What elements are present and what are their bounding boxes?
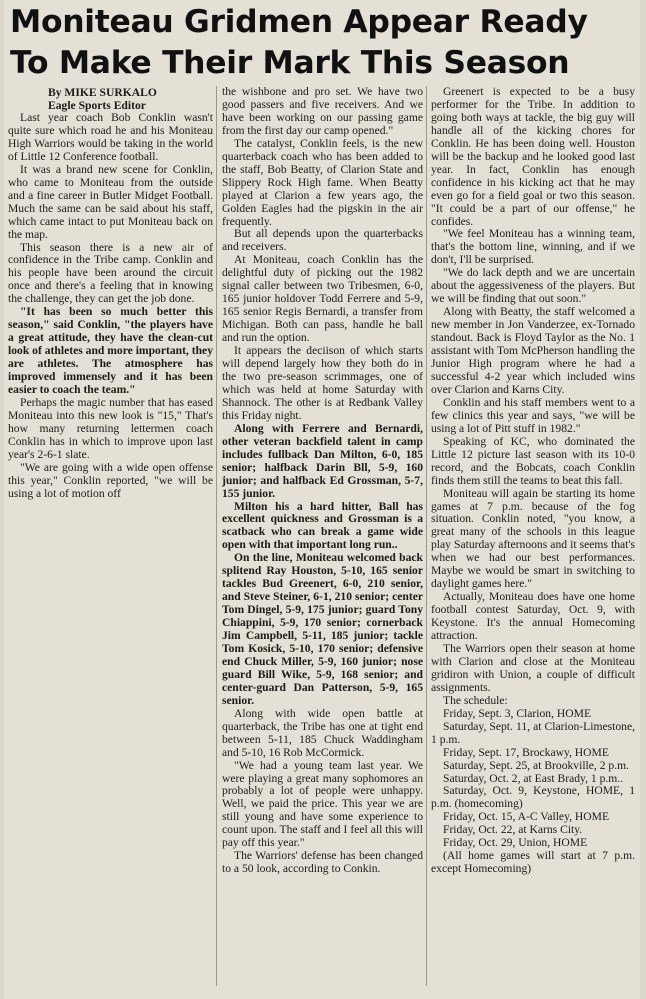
article-column-2 xyxy=(222,86,423,876)
article-paragraph: Along with Beatty, the staff welcomed a new member in Jon Vanderzee, ex-Tornado standout. Back is Floyd Taylor as the No. 1 assistant with Tom McPherson handling the Junior High program where he had a successful 4-2 year which included wins over Clarion and Karns City. xyxy=(431,305,635,396)
article-paragraph: "We feel Moniteau has a winning team, that's the bottom line, winning, and if we don't, I'll be surprised. xyxy=(431,227,635,267)
column-divider xyxy=(216,86,217,986)
schedule-item: Friday, Sept. 3, Clarion, HOME xyxy=(443,706,592,720)
article-paragraph: Conklin and his staff members went to a few clinics this year and says, "we will be using a lot of Pitt stuff in 1982." xyxy=(431,395,635,435)
article-paragraph: Greenert is expected to be a busy performer for the Tribe. In addition to going both ways at tackle, the big guy will handle all of the kicking chores for Conklin. He has been doing well. Houston will be the backup and he looked good last year. In fact, Conklin has enough confidence in his kicking act that he may even go for a field goal or two this season. "It could be a part of our offense," he confides. xyxy=(431,85,635,228)
article-paragraph: But all depends upon the quarterbacks and receivers. xyxy=(222,227,423,254)
article-paragraph: Speaking of KC, who dominated the Little 12 picture last season with its 10-0 record, and the Bobcats, coach Conklin finds them still the teams to beat this fall. xyxy=(431,434,635,487)
article-paragraph: "We are going with a wide open offense this year," Conklin reported, "we will be using a lot of motion off xyxy=(8,460,213,500)
headline xyxy=(10,2,640,84)
article-paragraph: It appears the deciison of which starts will depend largely how they both do in the two pre-season scrimmages, one of which was held at home Saturday with Shannock. The other is at Redbank Valley this Friday night. xyxy=(222,344,423,422)
schedule-item: Saturday, Oct. 9, Keystone, HOME, 1 p.m. (homecoming) xyxy=(431,784,635,811)
article-paragraph: "It has been so much better this season," said Conklin, "the players have a great attitude, they have the clean-cut look of athletes and more important, they are athletes. The atmosphere has improved immensely and it has been easier to coach the team." xyxy=(8,305,213,397)
schedule-item: Saturday, Oct. 2, at East Brady, 1 p.m.. xyxy=(443,771,624,785)
article-column-3 xyxy=(431,86,635,876)
article-column-1 xyxy=(8,86,213,501)
article-paragraph: The Warriors' defense has been changed to a 50 look, according to Conkin. xyxy=(222,849,423,876)
article-paragraph: Actually, Moniteau does have one home football contest Saturday, Oct. 9, with Keystone. It's the annual Homecoming attraction. xyxy=(431,590,635,643)
article-paragraph: the wishbone and pro set. We have two good passers and five receivers. And we have been working on our passing game from the first day our camp opened." xyxy=(222,85,423,137)
article-paragraph: Moniteau will again be starting its home games at 7 p.m. because of the fog situation. Conklin noted, "you know, a great many of the schools in this league play Saturday afternoons and it seems that's when we had our best performances. Maybe we would be smart in switching to daylight games here." xyxy=(431,486,635,591)
article-paragraph: On the line, Moniteau welcomed back splitend Ray Houston, 5-10, 165 senior tackles Bud Greenert, 6-0, 210 senior, and Steve Steiner, 6-1, 210 senior; center Tom Dingel, 5-9, 175 junior; guard Tony Chiappini, 5-9, 170 senior; cornerback Jim Campbell, 5-11, 185 junior; tackle Tom Kosick, 5-10, 170 senior; defensive end Chuck Miller, 5-9, 160 junior; nose guard Bill Wike, 5-9, 168 senior; and center-guard Dan Patterson, 5-9, 165 senior. xyxy=(222,551,423,707)
schedule-item: Friday, Sept. 17, Brockawy, HOME xyxy=(443,745,609,759)
schedule-item: Friday, Oct. 29, Union, HOME xyxy=(443,836,588,850)
article-paragraph: Along with wide open battle at quarterback, the Tribe has one at tight end between 5-11, 185 Chuck Waddingham and 5-10, 16 Rob McCormick. xyxy=(222,706,423,759)
schedule-item: Friday, Oct. 15, A-C Valley, HOME xyxy=(443,810,610,824)
article-paragraph: Last year coach Bob Conklin wasn't quite sure which road he and his Moniteau High Warriors would be taking in the world of Little 12 Conference football. xyxy=(8,111,213,163)
byline-author: By MIKE SURKALO xyxy=(48,86,157,99)
schedule-item: Saturday, Sept. 11, at Clarion-Limestone, 1 p.m. xyxy=(431,719,635,746)
article-paragraph: Perhaps the magic number that has eased Moniteau into this new look is "15," That's how many returning lettermen coach Conklin has in which to improve upon last year's 2-6-1 slate. xyxy=(8,395,213,461)
article-paragraph: This season there is a new air of confidence in the Tribe camp. Conklin and his people have been around the circuit once and there's a feeling that in knowing the challenge, they can get the job done. xyxy=(8,240,213,306)
headline-line-2: To Make Their Mark This Season xyxy=(10,45,570,81)
schedule-item: Saturday, Sept. 25, at Brookville, 2 p.m. xyxy=(443,758,630,772)
byline-title: Eagle Sports Editor xyxy=(48,99,146,112)
schedule-note: (All home games will start at 7 p.m. except Homecoming) xyxy=(431,849,635,876)
article-paragraph: At Moniteau, coach Conklin has the delightful duty of picking out the 1982 signal caller between two Tribesmen, 6-0, 165 junior holdover Todd Ferrere and 5-9, 165 senior Regis Bernardi, a transfer from Michigan. Both can pass, handle he ball and run the option. xyxy=(222,253,423,345)
article-paragraph: Along with Ferrere and Bernardi, other veteran backfield talent in camp includes fullback Dan Milton, 6-0, 185 senior; halfback Darin Bll, 5-9, 160 junior; and halfback Ed Grossman, 5-7, 155 junior. xyxy=(222,421,423,500)
headline-line-1: Moniteau Gridmen Appear Ready xyxy=(10,4,588,40)
schedule-item: Friday, Oct. 22, at Karns City. xyxy=(443,823,583,837)
article-paragraph: The catalyst, Conklin feels, is the new quarterback coach who has been added to the staff, Bob Beatty, of Clarion State and Slippery Rock High fame. When Beatty played at Clarion a few years ago, the Golden Eagles had the pigskin in the air frequently. xyxy=(222,136,423,228)
schedule-heading: The schedule: xyxy=(443,693,508,707)
article-paragraph: Milton his a hard hitter, Ball has excellent quickness and Grossman is a scatback who can break a game wide open with that important long run.. xyxy=(222,499,423,552)
article-paragraph: The Warriors open their season at home with Clarion and close at the Moniteau gridiron with Union, a couple of difficult assignments. xyxy=(431,641,635,694)
article-paragraph: "We had a young team last year. We were playing a great many sophomores an probably a lot of people were unhappy. Well, we paid the price. This year we are still young and have some experience to count upon. The staff and I feel all this will pay off this year." xyxy=(222,758,423,850)
column-divider xyxy=(426,86,427,986)
schedule-list xyxy=(431,708,635,850)
article-paragraph: It was a brand new scene for Conklin, who came to Moniteau from the outside and a fine career in Butler Midget Football. Much the same can be said about his staff, which came intact to put Moniteau back on the map. xyxy=(8,162,213,241)
article-paragraph: "We do lack depth and we are uncertain about the aggessiveness of the players. But we will be finding that out soon." xyxy=(431,266,635,306)
